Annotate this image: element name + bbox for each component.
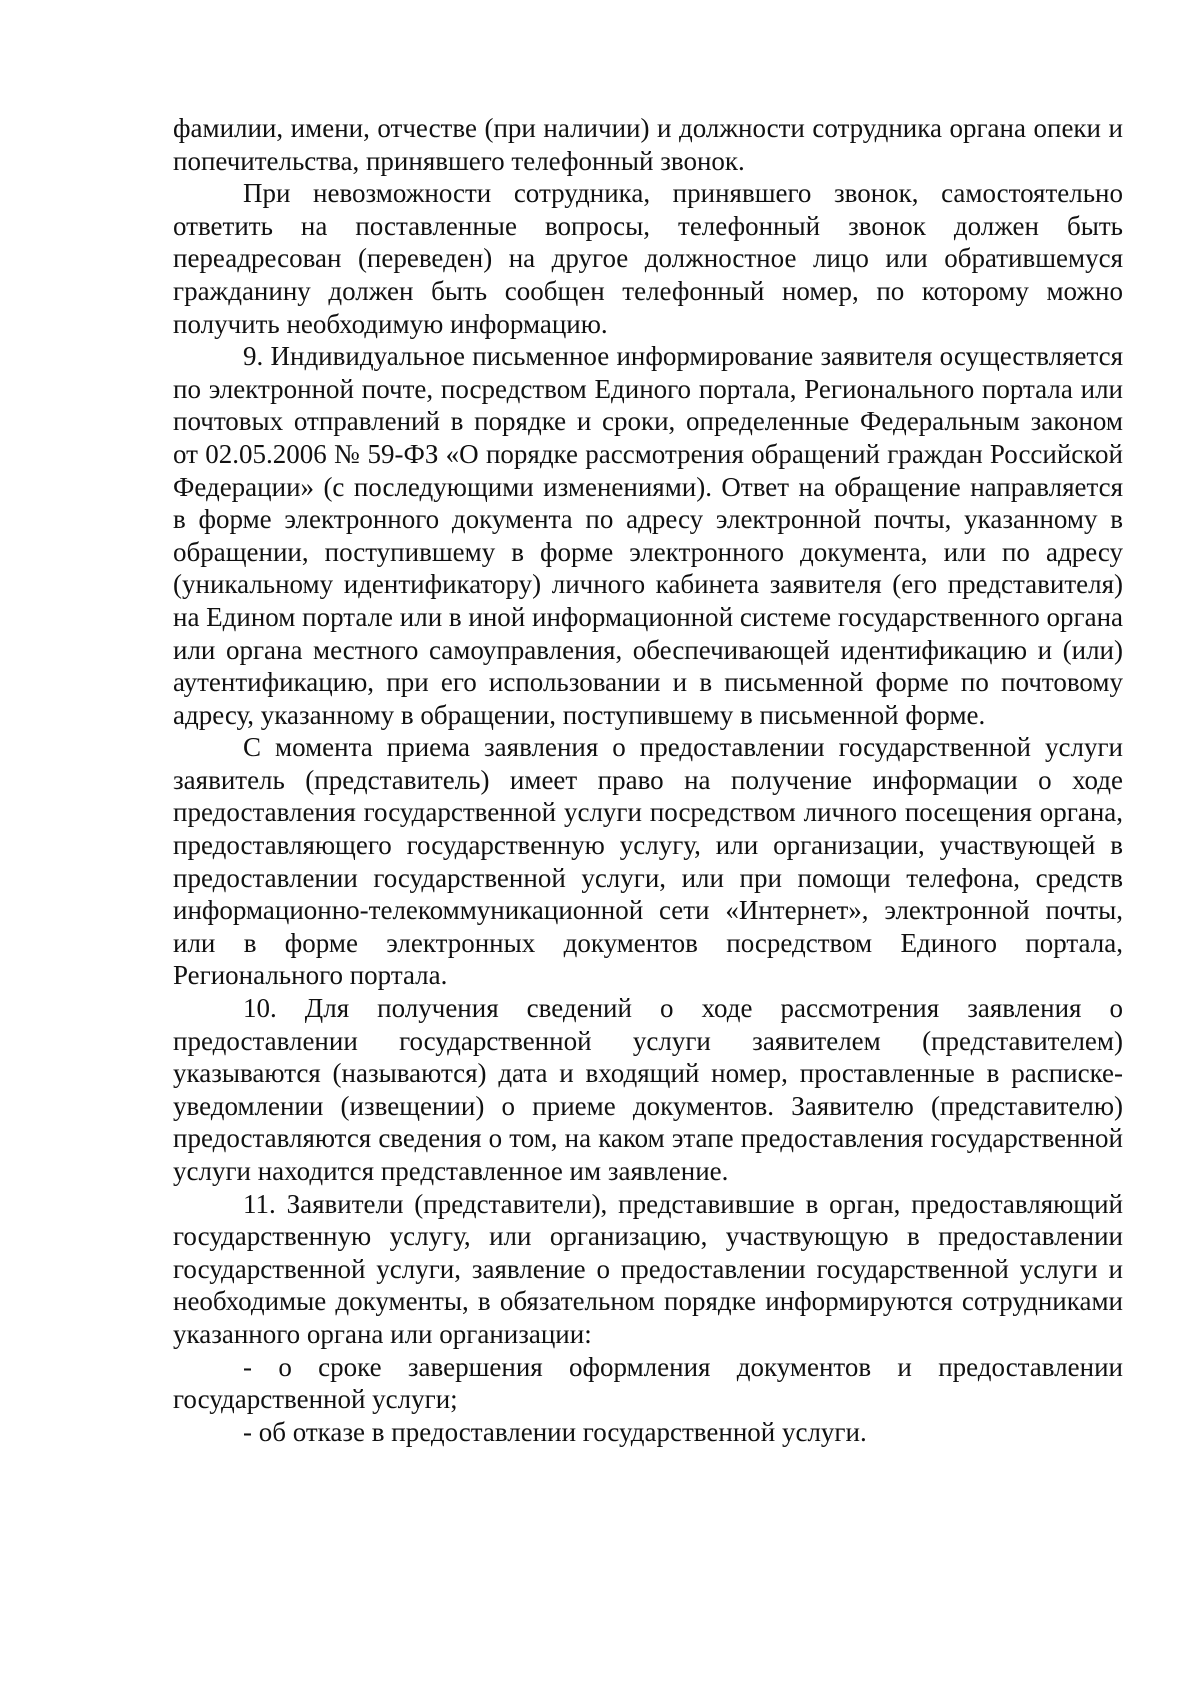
paragraph-call-redirect: При невозможности сотрудника, принявшего звонок, самостоятельно ответить на поставленные вопросы, телефонный звонок должен быть переадресован (переведен) на другое должностное лицо или обратившемуся гражданину должен быть сообщен телефонный номер, по которому можно получить необходимую информацию. [173, 178, 1123, 339]
list-item-deadline: - о сроке завершения оформления документов и предоставлении государственной услуги; [173, 1351, 1123, 1415]
paragraph-item-11: 11. Заявители (представители), представившие в орган, предоставляющий государственную услугу, или организацию, участвующую в предоставлении государственной услуги, заявление о предоставлении государственной услуги и необходимые документы, в обязательном порядке информируются сотрудниками указанного органа или организации: [173, 1188, 1123, 1349]
paragraph-status-info: С момента приема заявления о предоставлении государственной услуги заявитель (представитель) имеет право на получение информации о ходе предоставления государственной услуги посредством личного посещения органа, предоставляющего государственную услугу, или организации, участвующей в предоставлении государственной услуги, или при помощи телефона, средств информационно-телекоммуникационной сети «Интернет», электронной почты, или в форме электронных документов посредством Единого портала, Регионального портала. [173, 732, 1123, 991]
list-item-refusal: - об отказе в предоставлении государственной услуги. [243, 1416, 867, 1447]
document-body [173, 112, 1123, 1448]
paragraph-item-9: 9. Индивидуальное письменное информирование заявителя осуществляется по электронной почте, посредством Единого портала, Регионального портала или почтовых отправлений в порядке и сроки, определенные Федеральным законом от 02.05.2006 № 59-ФЗ «О порядке рассмотрения обращений граждан Российской Федерации» (с последующими изменениями). Ответ на обращение направляется в форме электронного документа по адресу электронной почты, указанному в обращении, поступившему в форме электронного документа, или по адресу (уникальному идентификатору) личного кабинета заявителя (его представителя) на Едином портале или в иной информационной системе государственного органа или органа местного самоуправления, обеспечивающей идентификацию и (или) аутентификацию, при его использовании и в письменной форме по почтовому адресу, указанному в обращении, поступившему в письменной форме. [173, 341, 1124, 730]
paragraph-continuation: фамилии, имени, отчестве (при наличии) и должности сотрудника органа опеки и попечительства, принявшего телефонный звонок. [173, 113, 1123, 176]
paragraph-item-10: 10. Для получения сведений о ходе рассмотрения заявления о предоставлении государственной услуги заявителем (представителем) указываются (называются) дата и входящий номер, проставленные в расписке-уведомлении (извещении) о приеме документов. Заявителю (представителю) предоставляются сведения о том, на каком этапе предоставления государственной услуги находится представленное им заявление. [173, 993, 1123, 1186]
